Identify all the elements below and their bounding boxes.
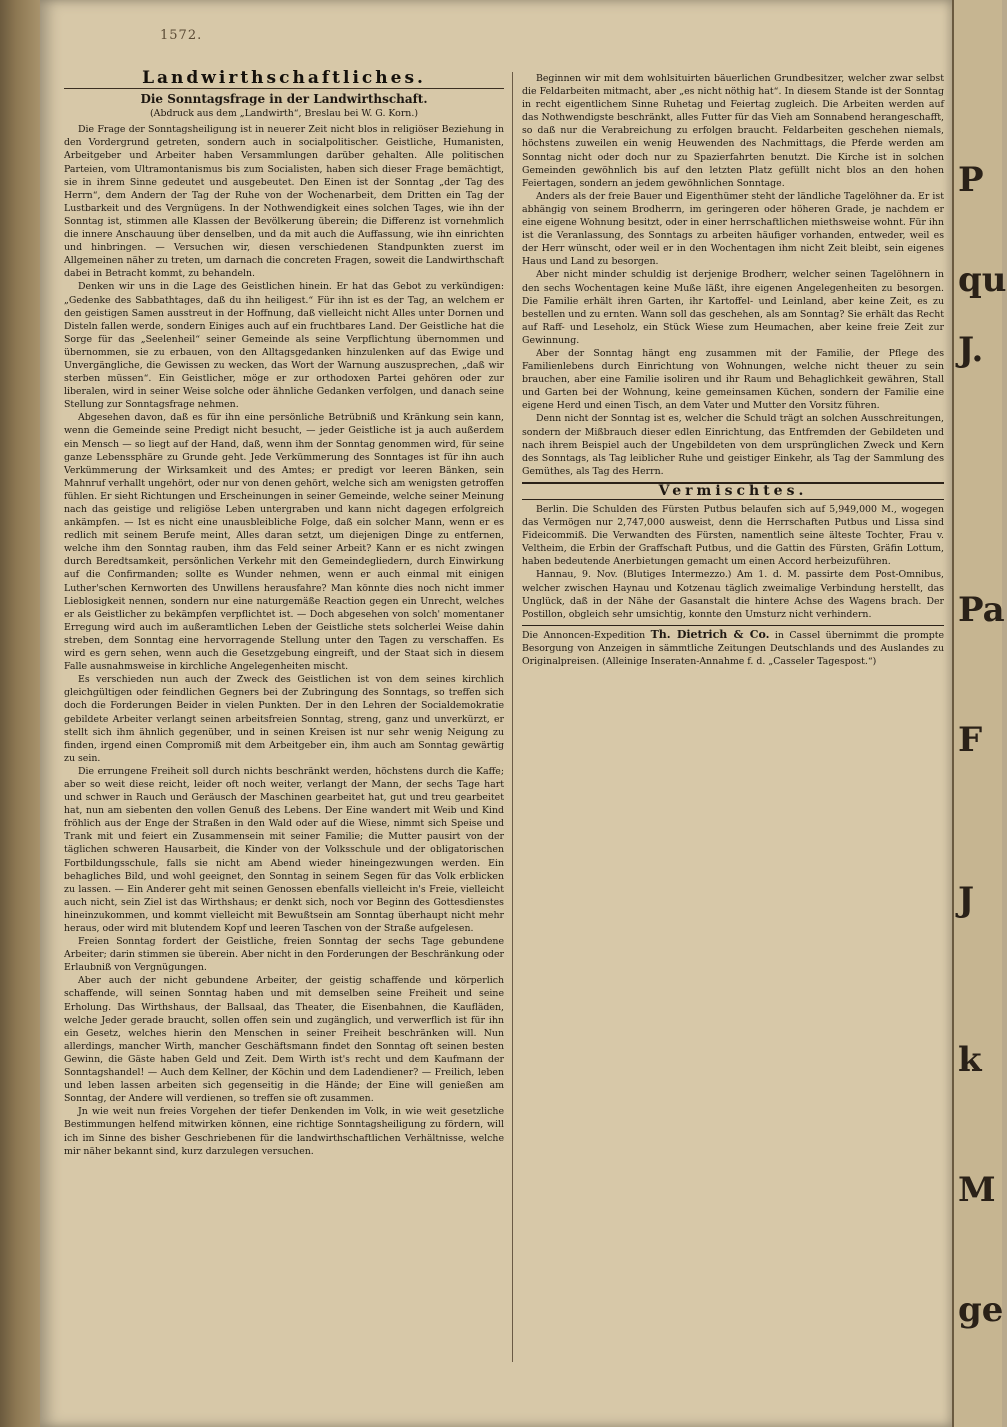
paragraph: Jn wie weit nun freies Vorgehen der tiefer Denkenden im Volk, in wie weit gesetzliche Bestimmungen helfend mitwirken können, eine richtige Sonntagsheiligung zu fördern, will ich im Sinne des bisher Geschriebenen für die landwirthschaftlichen Verhältnisse, welche mir näher bekannt sind, kurz darzulegen versuchen. — [64, 1106, 504, 1157]
paragraph: Denn nicht der Sonntag ist es, welcher die Schuld trägt an solchen Ausschreitungen, sondern der Mißbrauch dieser edlen Einrichtung, das Entfremden der Gebildeten und nach ihrem Beispiel auch der Ungebildeten von dem ursprünglichen Zweck und Kern des Sonntags, als Tag leiblicher Ruhe und geistiger Einkehr, als Tag der Sammlung des Gemüthes, als Tag des Herrn. — [522, 413, 944, 477]
article-title: Die Sonntagsfrage in der Landwirthschaft. — [140, 92, 428, 107]
fragment: Pa — [958, 590, 1005, 630]
paragraph: Beginnen wir mit dem wohlsituirten bäuerlichen Grundbesitzer, welcher zwar selbst die Feldarbeiten mitmacht, aber „es nicht nöthig hat“. In diesem Stande ist der Sonntag in recht eigentlichem Sinne Ruhetag und Feiertag zugleich. Die Arbeiten werden auf das Nothwendigste beschränkt, alles Futter für das Vieh am Sonnabend herangeschafft, so daß nur die Verabreichung zu erfolgen braucht. Feldarbeiten geschehen niemals, höchstens zuweilen ein wenig Heuwenden des Nachmittags, die Pferde werden am Sonntag nicht oder doch nur zu Spazierfahrten benutzt. Die Kirche ist in solchen Gemeinden gewöhnlich bis auf den letzten Platz gefüllt nicht blos an den hohen Feiertagen, sondern an jedem gewöhnlichen Sonntage. — [522, 73, 944, 189]
paragraph: Anders als der freie Bauer und Eigenthümer steht der ländliche Tagelöhner da. Er ist abhängig von seinem Brodherrn, im geringeren oder höheren Grade, je nachdem er eine eigene Wohnung besitzt, oder in einer herrschaftlichen miethsweise wohnt. Für ihn ist die Veranlassung, des Sonntags zu arbeiten häufiger vorhanden, entweder, weil es der Herr wünscht, oder weil er in den Wochentagen ihm nicht Zeit bleibt, sein eigenes Haus und Land zu besorgen. — [522, 190, 944, 268]
paragraph: Aber auch der nicht gebundene Arbeiter, der geistig schaffende und körperlich schaffende, will seinen Sonntag haben und mit demselben seine Freiheit und seine Erholung. Das Wirthshaus, der Ballsaal, das Theater, die Eisenbahnen, die Kaufläden, welche Jeder gerade braucht, sollen offen sein und zugänglich, und verwerflich ist für ihn ein Gesetz, welches hierin den Menschen in seiner Freiheit beschränken will. Nun allerdings, mancher Wirth, mancher Geschäftsmann findet den Sonntag oft seinen besten Gewinn, die Gäste haben Geld und Zeit. Dem Wirth ist's recht und dem Kaufmann der Sonntagshandel! — Auch dem Kellner, der Köchin und dem Ladendiener? — Freilich, leben und leben lassen arbeiten sich gegenseitig in die Hände; der Eine will genießen am Sonntag, der Andere will verdienen, so treffen sie oft zusammen. — [64, 975, 504, 1105]
misc-section-header: Vermischtes. — [522, 482, 944, 500]
book-binding — [0, 0, 40, 1427]
fragment: k — [958, 1040, 982, 1080]
fragment: P — [958, 160, 984, 200]
paragraph: Es verschieden nun auch der Zweck des Geistlichen ist von dem seines kirchlich gleichgültigen oder feindlichen Gegners bei der Zubringung des Sonntags, so treffen sich doch die Forderungen Beider in vielen Punkten. Der in den Lehren der Socialdemokratie gebildete Arbeiter verlangt seinen arbeitsfreien Sonntag, streng, ganz und unverkürzt, er stellt sich ihm ähnlich gegenüber, und in seinen Kreisen ist nur sehr wenig Neigung zu finden, irgend einen Compromiß mit dem Arbeitgeber ein, ihm auch am Sonntag gewärtig zu sein. — [64, 674, 504, 764]
article-source: (Abdruck aus dem „Landwirth“, Breslau bei W. G. Korn.) — [150, 108, 418, 120]
left-column — [64, 68, 504, 1362]
ad-text: Die Annoncen-Expedition — [522, 629, 646, 641]
fragment: F — [958, 720, 983, 760]
paragraph: Abgesehen davon, daß es für ihn eine persönliche Betrübniß und Kränkung sein kann, wenn die Gemeinde seine Predigt nicht besucht, — jeder Geistliche ist ja auch außerdem ein Mensch — so liegt auf der Hand, daß, wenn ihm der Sonntag genommen wird, für seine ganze Lebenssphäre zu Grunde geht. Jede Verkümmerung des Sonntages ist für ihn auch Verkümmerung der Wirksamkeit und des Amtes; er predigt vor leeren Bänken, sein Mahnruf verhallt ungehört, oder nur von denen gehört, welche sich am wenigsten getroffen fühlen. Er sieht Richtungen und Erscheinungen in seiner Gemeinde, welche seiner Meinung nach das geistige und religiöse Leben untergraben und kann nicht dagegen erfolgreich ankämpfen. — Ist es nicht eine unausbleibliche Folge, daß ein solcher Mann, wenn er es redlich mit seinem Berufe meint, Alles daran setzt, um diejenigen Dinge zu entfernen, welche ihm den Sonntag rauben, ihm das Feld seiner Arbeit? Kann er es nicht zwingen durch Beredtsamkeit, persönlichen Verkehr mit den Gemeindegliedern, durch Einwirkung auf die Confirmanden; sollte es Wunder nehmen, wenn er auch einmal mit einigen Luther'schen Kernworten des Unwillens herausfahre? Man könnte dies noch nicht immer Lieblosigkeit nennen, sondern nur eine naturgemäße Reaction gegen ein Unrecht, welches er als Geistlicher zu bekämpfen verpflichtet ist. — Doch abgesehen von solch' momentaner Erregung wird auch im außeramtlichen Leben der Geistliche stets solcherlei Weise dahin streben, dem Sonntag eine hervorragende Stellung unter den Tagen zu verschaffen. Es wird es gern sehen, wenn auch die Gesetzgebung eingreift, und der Staat sich in diesem Falle ausnahmsweise in kirchliche Angelegenheiten mischt. — [64, 412, 504, 673]
fragment: M — [958, 1170, 996, 1210]
fragment: qu — [958, 260, 1007, 300]
adjacent-page-edge — [952, 0, 1007, 1427]
misc-paragraph: Hannau, 9. Nov. (Blutiges Intermezzo.) Am 1. d. M. passirte dem Post-Omnibus, welcher zwischen Haynau und Kotzenau täglich zweimalige Verbindung herstellt, das Unglück, daß in der Nähe der Gasanstalt die hintere Achse des Wagens brach. Der Postillon, obgleich sehr umsichtig, konnte den Umsturz nicht verhindern. — [522, 569, 944, 620]
fragment: J — [958, 880, 975, 920]
column-divider — [512, 72, 513, 1362]
paragraph: Die Frage der Sonntagsheiligung ist in neuerer Zeit nicht blos in religiöser Beziehung in den Vordergrund getreten, sondern auch in socialpolitischer. Geistliche, Humanisten, Arbeitgeber und Arbeiter haben Versammlungen darüber gehalten. Alle politischen Parteien, vom Ultramontanismus bis zum Socialisten, haben sich dieser Frage bemächtigt, sie in ihrem Sinne gedeutet und ausgebeutet. Den Einen ist der Sonntag „der Tag des Herrn“, dem Andern der Tag der Ruhe von der Wochenarbeit, dem Dritten ein Tag der Lustbarkeit und des Vergnügens. In der Nothwendigkeit eines solchen Tages, wie ihn der Sonntag ist, stimmen alle Klassen der Bevölkerung überein; die Differenz ist vornehmlich die innere Anschauung über denselben, und da mit auch die Auffassung, wie ihn einrichten und hinbringen. — Versuchen wir, diesen verschiedenen Standpunkten zuerst im Allgemeinen näher zu treten, um darnach die concreten Fragen, soweit die Landwirthschaft dabei in Betracht kommt, zu behandeln. — [64, 124, 504, 280]
paragraph: Die errungene Freiheit soll durch nichts beschränkt werden, höchstens durch die Kaffe; aber so weit diese reicht, leider oft noch weiter, verlangt der Mann, der sechs Tage hart und schwer in Rauch und Geräusch der Maschinen gearbeitet hat, gut und treu gearbeitet hat, nun am siebenten den vollen Genuß des Lebens. Der Eine wandert mit Weib und Kind fröhlich aus der Enge der Straßen in den Wald oder auf die Wiese, nimmt sich Speise und Trank mit und feiert ein Zusammensein mit seiner Familie; die Mutter pausirt von der täglichen schweren Hausarbeit, die Kinder von der Volksschule und der obligatorischen Fortbildungsschule, falls sie nicht am Abend wieder hineingezwungen werden. Ein behagliches Bild, und wohl geeignet, den Sonntag in seinem Segen für das Volk erblicken zu lassen. — Ein Anderer geht mit seinen Genossen ebenfalls vielleicht in's Freie, vielleicht auch nicht, sein Ziel ist das Wirthshaus; er denkt sich, noch vor Beginn des Gottesdienstes hineinzukommen, und kommt vielleicht mit Bewußtsein am Sonntag überhaupt nicht mehr heraus, oder wird mit blutendem Kopf und leeren Taschen von der Straße aufgelesen. — [64, 765, 504, 934]
ad-company-name: Th. Dietrich & Co. — [650, 627, 770, 641]
misc-paragraph: Berlin. Die Schulden des Fürsten Putbus belaufen sich auf 5,949,000 M., wogegen das Vermögen nur 2,747,000 ausweist, denn die Herrschaften Putbus und Lissa sind Fideicommiß. Die Verwandten des Fürsten, namentlich seine älteste Tochter, Frau v. Veltheim, die Erbin der Graffschaft Putbus, und die Gattin des Fürsten, Gräfin Lottum, haben bedeutende Anerbietungen gemacht um einen Accord herbeizuführen. — [522, 504, 944, 568]
fragment: ge — [958, 1290, 1004, 1330]
paragraph: Freien Sonntag fordert der Geistliche, freien Sonntag der sechs Tage gebundene Arbeiter; darin stimmen sie überein. Aber nicht in den Forderungen der Beschränkung oder Erlaubniß von Vergnügungen. — [64, 936, 504, 974]
ad-body: in Cassel übernimmt die prompte Besorgung von Anzeigen in sämmtliche Zeitungen Deutschlands und des Auslandes zu Originalpreisen. (Alleinige Inseraten-Annahme f. d. „Casseler Tagespost.“) — [522, 629, 945, 668]
advertisement — [522, 625, 944, 668]
paragraph: Denken wir uns in die Lage des Geistlichen hinein. Er hat das Gebot zu verkündigen: „Gedenke des Sabbathtages, daß du ihn heiligest.“ Für ihn ist es der Tag, an welchem er den geistigen Samen ausstreut in der Hoffnung, daß vielleicht nicht Alles unter Dornen und Disteln fallen werde, sondern Einiges auch auf ein fruchtbares Land. Der Geistliche hat die Sorge für das „Seelenheil“ seiner Gemeinde als seine Verpflichtung übernommen und übernommen, sie zu erbauen, von den Alltagsgedanken hinzulenken auf das Ewige und Unvergängliche, die Gewissen zu wecken, das Wort der Warnung auszusprechen, „daß wir sterben müssen“. Ein Geistlicher, möge er zur orthodoxen Partei gehören oder zur liberalen, wird in seiner Weise solche oder ähnliche Gedanken verfolgen, und danach seine Stellung zur Sonntagsfrage nehmen. — [64, 281, 504, 411]
paragraph: Aber nicht minder schuldig ist derjenige Brodherr, welcher seinen Tagelöhnern in den sechs Wochentagen keine Muße läßt, ihre eigenen Angelegenheiten zu besorgen. Die Familie erhält ihren Garten, ihr Kartoffel- und Leinland, aber keine Zeit, es zu bestellen und zu ernten. Wann soll das geschehen, als am Sonntag? Sie erhält das Recht auf Raff- und Leseholz, ein Stück Wiese zum Heumachen, aber keine freie Zeit zur Gewinnung. — [522, 269, 944, 346]
section-header: Landwirthschaftliches. — [64, 72, 504, 89]
right-column — [522, 72, 944, 1362]
fragment: J. — [958, 330, 984, 370]
paragraph: Aber der Sonntag hängt eng zusammen mit der Familie, der Pflege des Familienlebens durch Einrichtung von Wohnungen, welche nicht theuer zu sein brauchen, aber eine Familie isoliren und ihr Raum und Behaglichkeit gewähren, Stall und Garten bei der Wohnung, keine gemeinsamen Küchen, sondern der Familie eine eigene Herd und einen Tisch, an dem Vater und Mutter den Vorsitz führen. — [522, 347, 944, 412]
page-number: 1572. — [160, 28, 203, 43]
